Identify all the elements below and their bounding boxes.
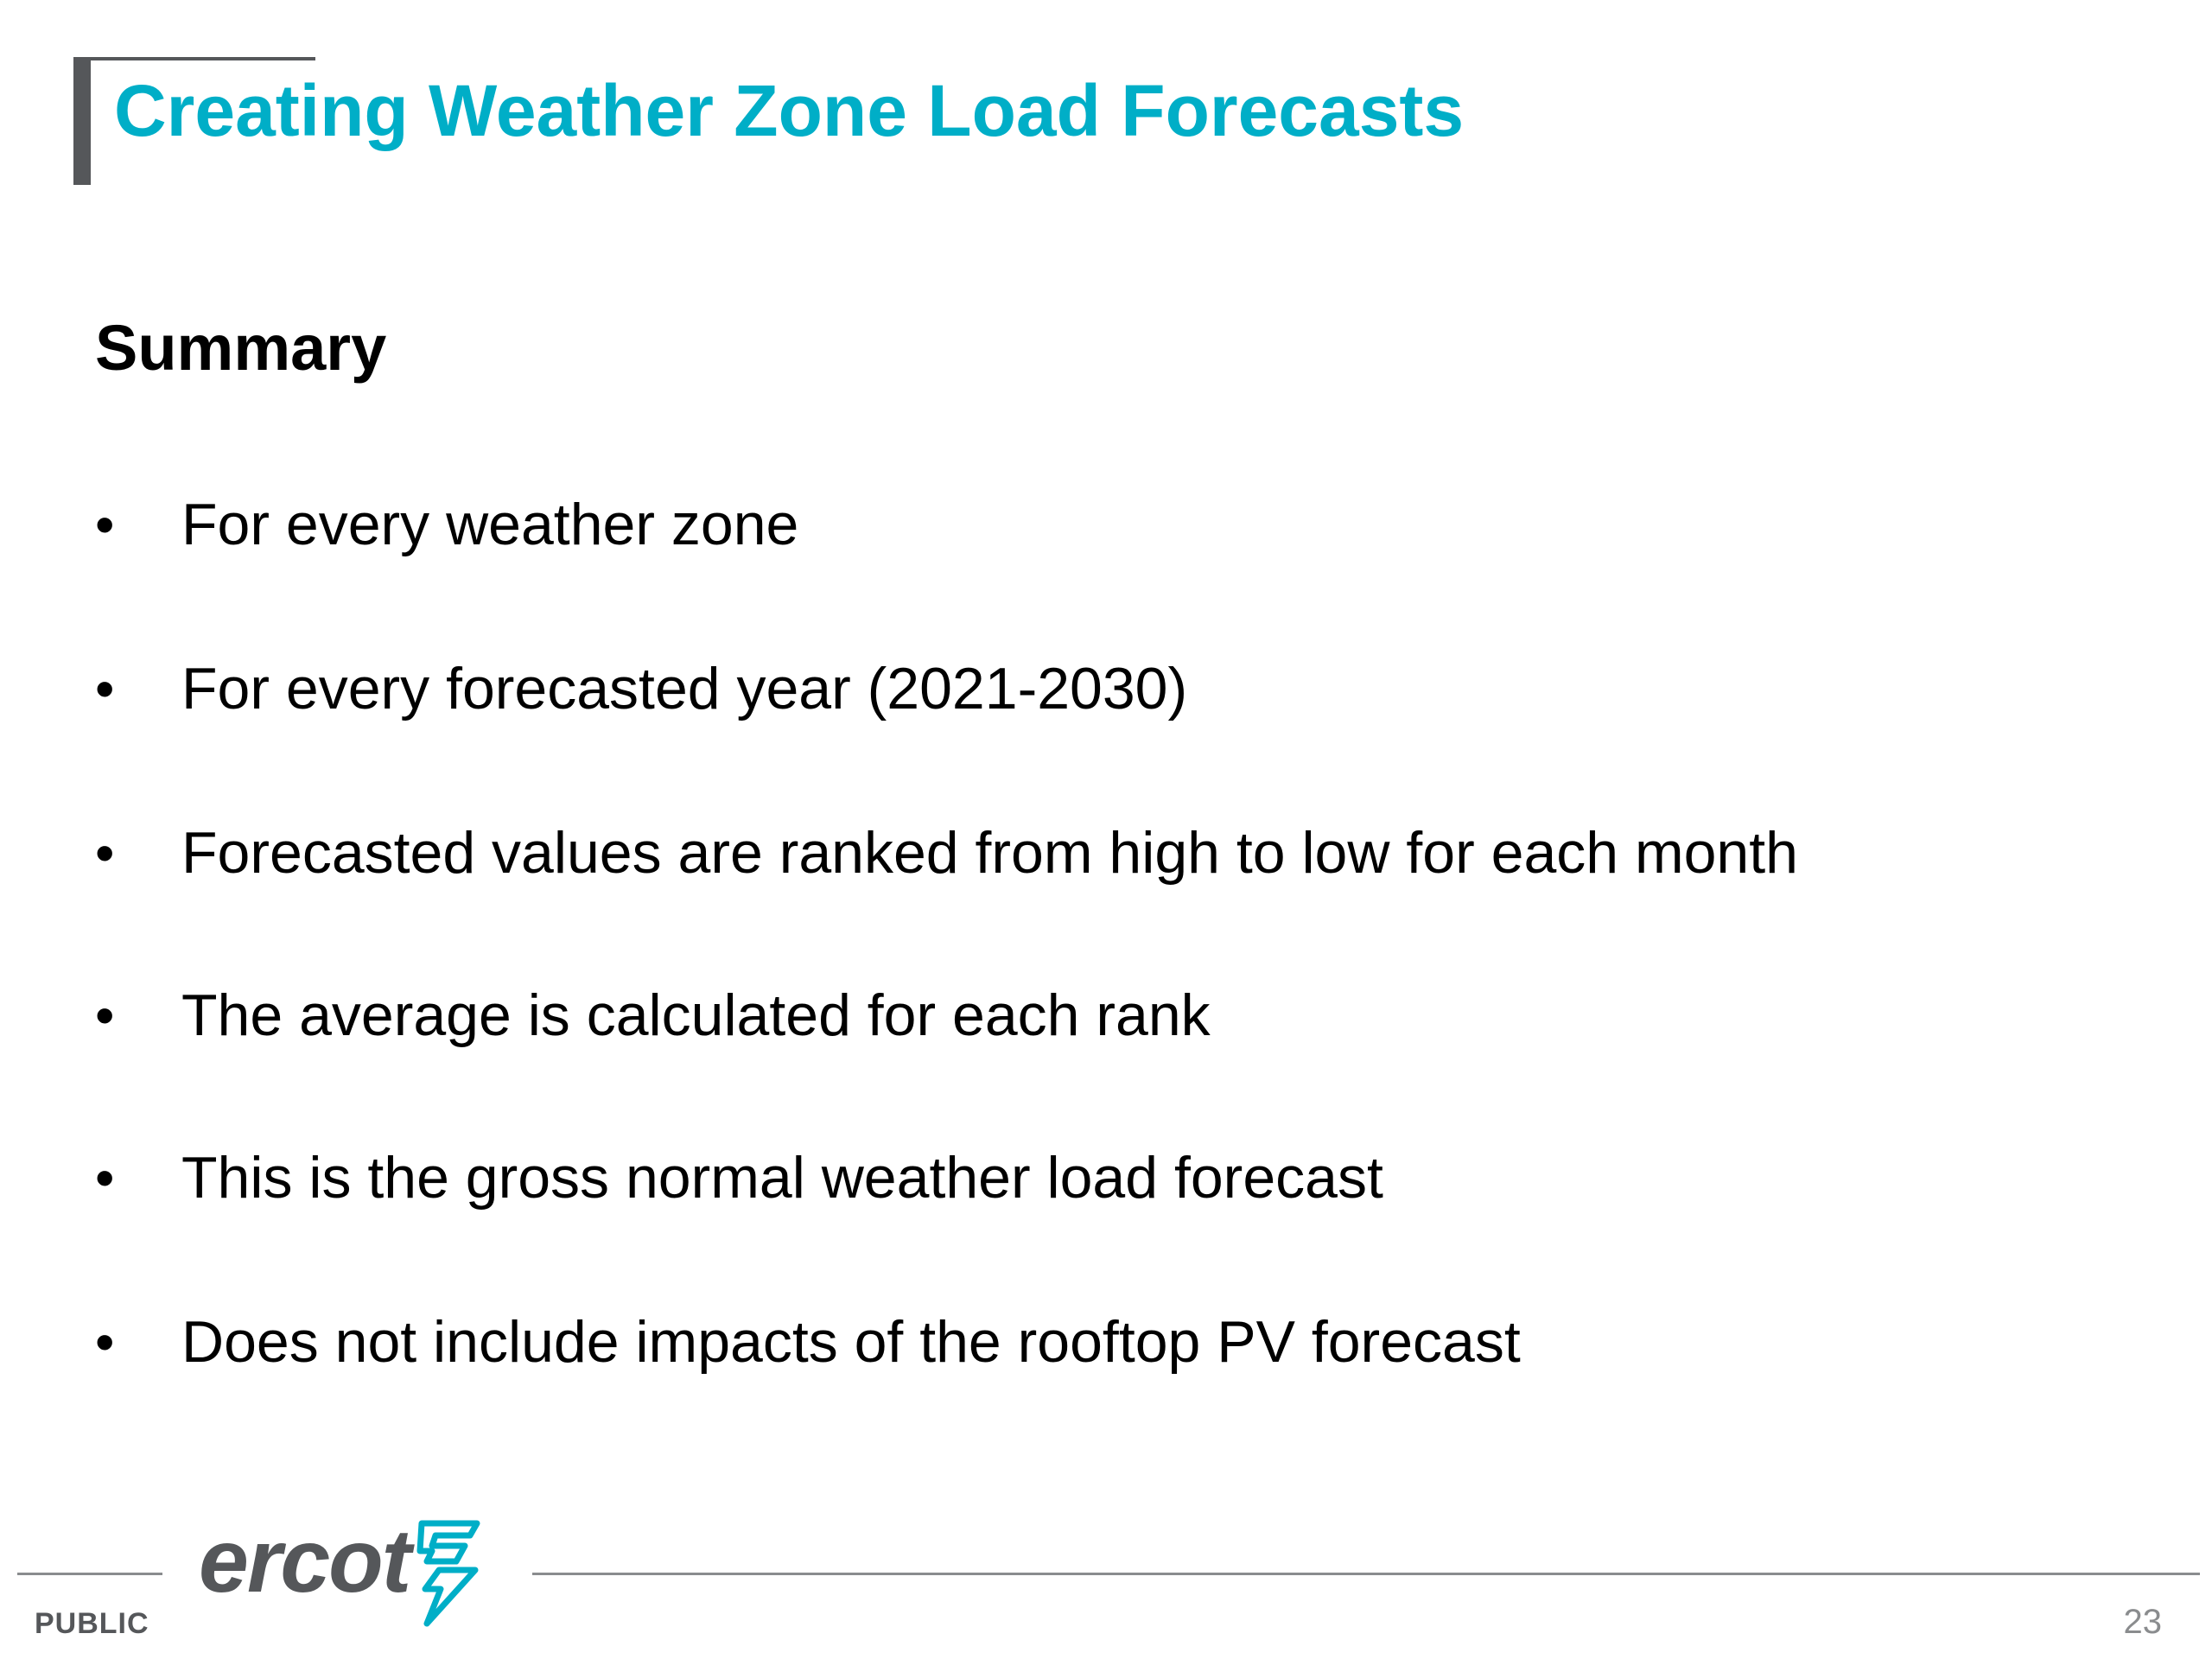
ercot-lightning-icon	[401, 1516, 487, 1629]
bullet-text: Forecasted values are ranked from high to low for each month	[181, 820, 1798, 886]
footer-divider-right	[532, 1573, 2200, 1575]
section-heading: Summary	[95, 312, 387, 384]
bullet-marker: •	[95, 984, 115, 1046]
bullet-marker: •	[95, 493, 115, 556]
bullet-item	[95, 650, 2169, 736]
bullet-marker: •	[95, 822, 115, 884]
bullet-item	[95, 814, 2169, 900]
bullet-marker: •	[95, 1311, 115, 1373]
footer-divider-left	[17, 1573, 162, 1575]
bullet-text: For every forecasted year (2021-2030)	[181, 656, 1188, 721]
bullet-text: Does not include impacts of the rooftop PV forecast	[181, 1309, 1521, 1375]
bullet-text: The average is calculated for each rank	[181, 982, 1211, 1048]
bullet-marker: •	[95, 1147, 115, 1209]
bullet-item	[95, 1303, 2169, 1389]
slide-title: Creating Weather Zone Load Forecasts	[114, 70, 1465, 151]
bullet-text: This is the gross normal weather load forecast	[181, 1145, 1383, 1211]
classification-label: PUBLIC	[35, 1607, 149, 1640]
ercot-logo	[199, 1511, 510, 1629]
bullet-marker: •	[95, 658, 115, 720]
bullet-text: For every weather zone	[181, 492, 799, 557]
bullet-item	[95, 976, 2169, 1063]
page-number: 23	[2123, 1603, 2162, 1641]
bullet-item	[95, 486, 2169, 572]
logo-wordmark: ercot	[199, 1511, 410, 1611]
bullet-item	[95, 1139, 2169, 1225]
